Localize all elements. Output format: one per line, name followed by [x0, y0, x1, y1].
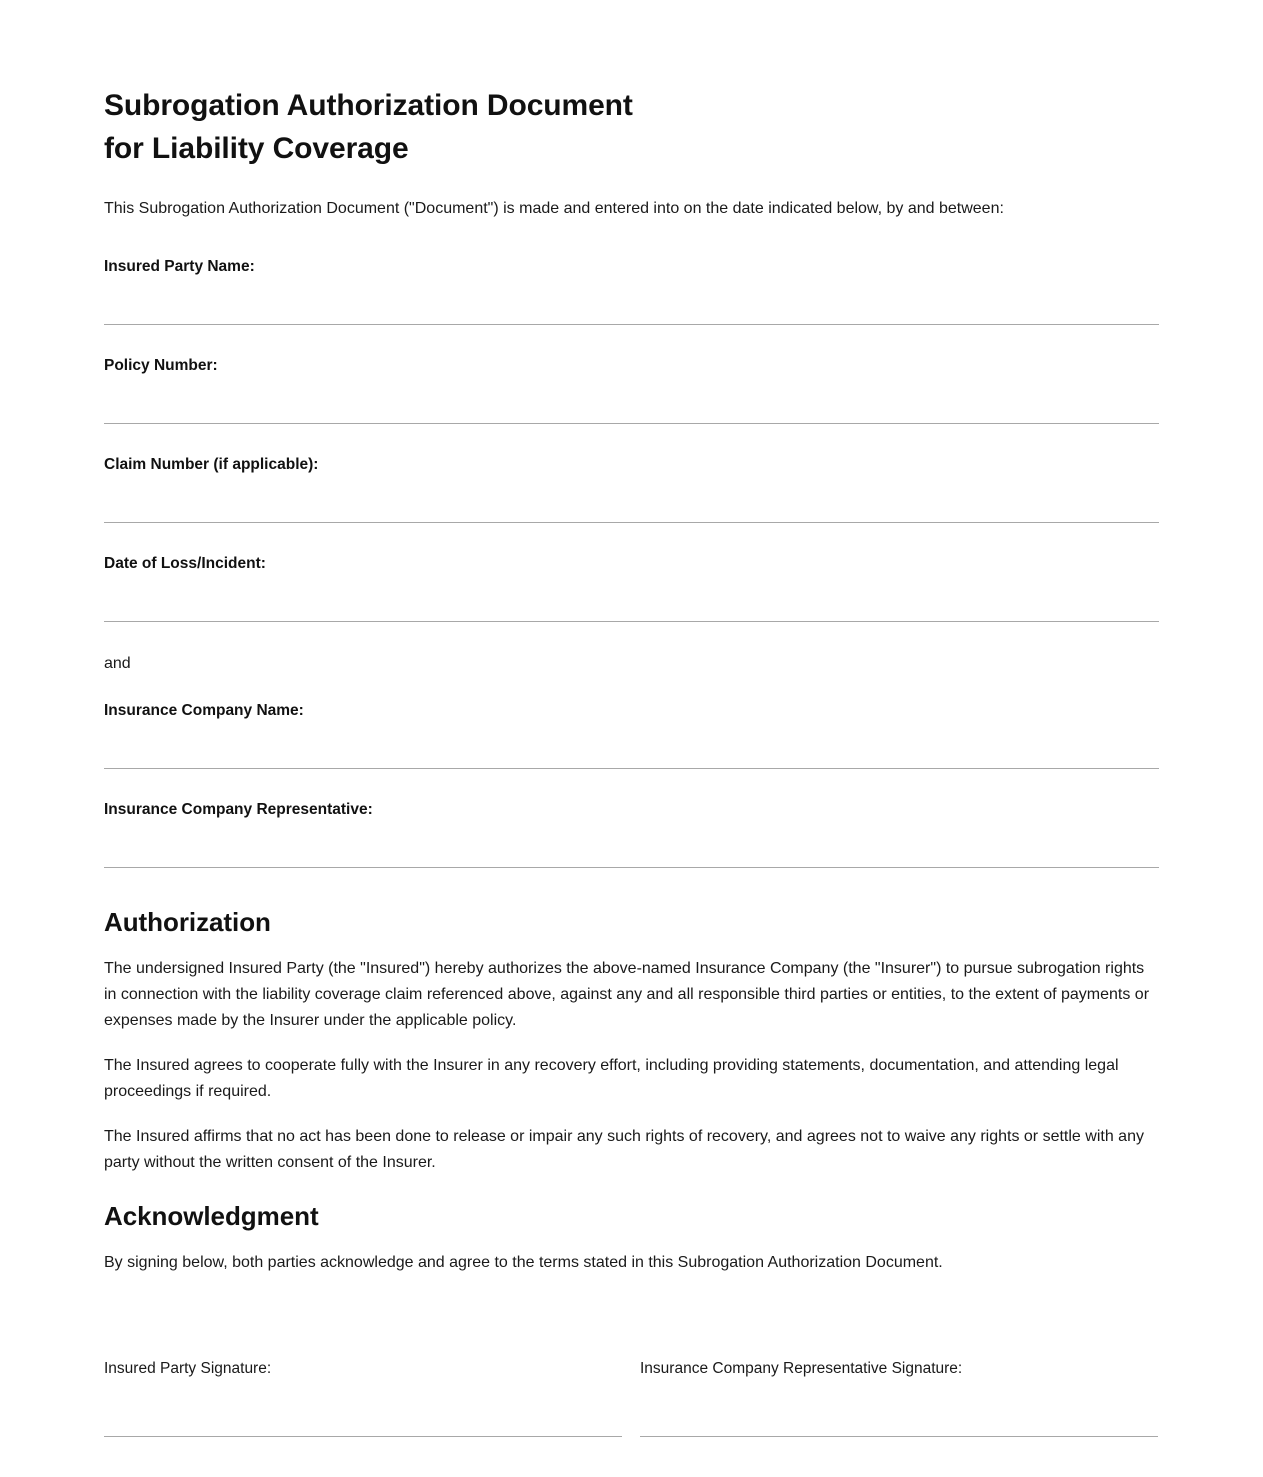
spacer-above-conjunction — [104, 622, 1159, 652]
field-insurance-company-name — [104, 676, 1159, 769]
parties-form — [104, 256, 1159, 868]
field-input-claim-number[interactable] — [104, 476, 1159, 522]
acknowledgment-paragraph-1: By signing below, both parties acknowledge and agree to the terms stated in this Subrogation Authorization Document. — [104, 1254, 943, 1271]
authorization-paragraph-3: The Insured affirms that no act has been done to release or impair any such rights of recovery, and agrees not to waive any rights or settle with any party without the written consent of the Insurer. — [104, 1128, 1144, 1171]
acknowledgment-section — [104, 1200, 1159, 1276]
field-input-insurance-company-name[interactable] — [104, 722, 1159, 768]
page-title-line-2: for Liability Coverage — [104, 132, 409, 165]
signature-block-representative — [640, 1358, 1158, 1437]
signature-label-representative: Insurance Company Representative Signature: — [640, 1360, 963, 1377]
conjunction-row — [104, 622, 1159, 676]
signature-rule-representative[interactable] — [640, 1436, 1158, 1437]
field-label-insurance-company-representative: Insurance Company Representative: — [104, 801, 373, 818]
page-title — [104, 84, 884, 170]
conjunction-text: and — [104, 655, 131, 672]
field-policy-number — [104, 325, 1159, 424]
intro-paragraph: This Subrogation Authorization Document ("Document") is made and entered into on the date indicated below, by and between: — [104, 200, 1004, 217]
acknowledgment-heading: Acknowledgment — [104, 1201, 319, 1231]
field-label-date-of-loss: Date of Loss/Incident: — [104, 555, 266, 572]
field-label-policy-number: Policy Number: — [104, 357, 218, 374]
signature-area — [104, 1358, 1159, 1437]
authorization-paragraph-2: The Insured agrees to cooperate fully with the Insurer in any recovery effort, including providing statements, documentation, and attending legal proceedings if required. — [104, 1057, 1119, 1100]
spacer-above-insurance-company-representative — [104, 769, 1159, 799]
field-input-policy-number[interactable] — [104, 377, 1159, 423]
spacer-before-acknowledgment — [104, 1176, 1159, 1200]
field-label-insured-party-name: Insured Party Name: — [104, 258, 255, 275]
field-label-insurance-company-name: Insurance Company Name: — [104, 702, 304, 719]
field-input-insurance-company-representative[interactable] — [104, 821, 1159, 867]
authorization-section — [104, 906, 1159, 1176]
signature-label-insured: Insured Party Signature: — [104, 1360, 272, 1377]
spacer-above-claim-number — [104, 424, 1159, 454]
field-input-date-of-loss[interactable] — [104, 575, 1159, 621]
field-date-of-loss — [104, 523, 1159, 622]
spacer-before-authorization — [104, 868, 1159, 906]
field-input-insured-party-name[interactable] — [104, 278, 1159, 324]
authorization-paragraph-1: The undersigned Insured Party (the "Insured") hereby authorizes the above-named Insurance Company (the "Insurer") to pursue subrogation rights in connection with the liability coverage claim referenced above, against any and all responsible third parties or entities, to the extent of payments or expenses made by the Insurer under the applicable policy. — [104, 960, 1150, 1029]
field-rule-insurance-company-representative — [104, 867, 1159, 868]
spacer-above-policy-number — [104, 325, 1159, 355]
field-claim-number — [104, 424, 1159, 523]
spacer-above-date-of-loss — [104, 523, 1159, 553]
field-label-claim-number: Claim Number (if applicable): — [104, 456, 319, 473]
page-title-line-1: Subrogation Authorization Document — [104, 89, 633, 122]
signature-block-insured — [104, 1358, 622, 1437]
field-insurance-company-representative — [104, 769, 1159, 868]
signature-rule-insured[interactable] — [104, 1436, 622, 1437]
authorization-heading: Authorization — [104, 907, 271, 937]
spacer-above-insurance-company-name — [104, 676, 1159, 700]
field-insured-party-name — [104, 256, 1159, 325]
